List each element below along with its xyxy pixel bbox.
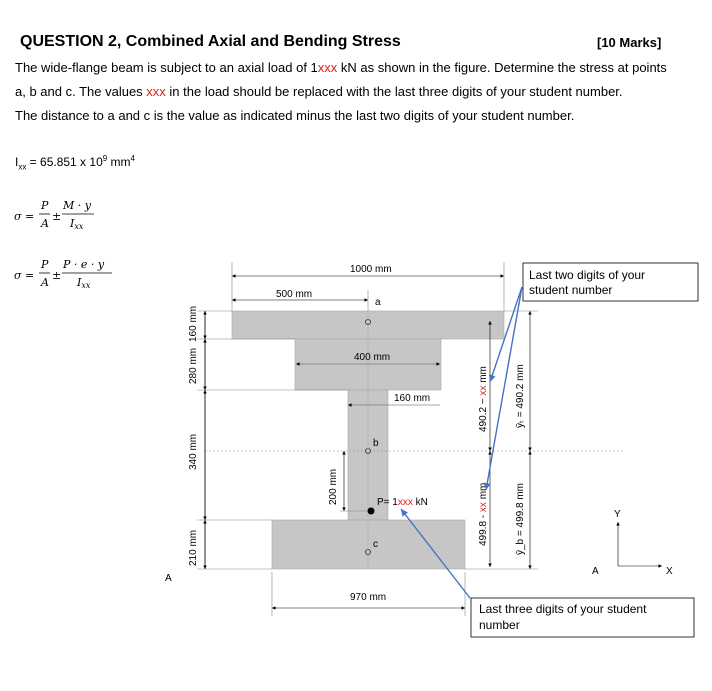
svg-text:σ =: σ = (14, 269, 35, 282)
coordinate-axes (618, 522, 662, 566)
callout-bottom-text-2: number (479, 618, 520, 632)
svg-text:±: ± (52, 269, 62, 282)
section-label-A-left: A (165, 573, 172, 584)
moment-of-inertia: $I_{xx} = 65.851$ x $10^9$ $mm^4$ (15, 154, 135, 172)
instruction-line-1: The wide-flange beam is subject to an axial load of 1xxx kN as shown in the figure. Determine the stress at points (15, 60, 667, 75)
point-c-label: c (373, 539, 378, 550)
dim-y-top: ȳₜ = 490.2 mm (515, 364, 526, 428)
point-b-label: b (373, 438, 379, 449)
dim-top-distance: 490.2 − xx mm (478, 366, 489, 432)
load-point-marker (368, 508, 375, 515)
dim-340: 340 mm (188, 433, 199, 470)
section-label-A-right: A (592, 566, 599, 577)
point-a-label: a (375, 297, 381, 308)
svg-text:A: A (41, 276, 49, 289)
svg-text:σ =: σ = (14, 210, 35, 223)
svg-text:P · e · y: P · e · y (63, 258, 105, 271)
axis-y-label: Y (614, 509, 621, 520)
svg-text:P: P (41, 258, 49, 271)
instruction-line-3: The distance to a and c is the value as indicated minus the last two digits of your student number. (15, 108, 575, 123)
callout-top-text-1: Last two digits of your (529, 268, 646, 282)
marks-label: [10 Marks] (597, 35, 662, 50)
load-label: P= 1xxx kN (377, 497, 428, 508)
dim-970: 970 mm (350, 592, 387, 603)
dim-y-bottom: ȳ_b = 499.8 mm (515, 483, 526, 555)
instruction-line-2: a, b and c. The values xxx in the load should be replaced with the last three digits of your student number. (15, 84, 623, 99)
dim-1000: 1000 mm (350, 264, 392, 275)
question-title: QUESTION 2, Combined Axial and Bending Stress (20, 33, 401, 50)
axis-x-label: X (666, 566, 673, 577)
svg-text:M · y: M · y (63, 199, 91, 212)
callout-top-text-2: student number (529, 283, 613, 297)
dim-160-width: 160 mm (394, 393, 431, 404)
bottom-flange (272, 520, 465, 569)
svg-text:P: P (41, 199, 49, 212)
svg-text:±: ± (52, 210, 62, 223)
dim-160-height: 160 mm (188, 305, 199, 342)
svg-text:Ixx: Ixx (70, 217, 84, 231)
dim-500: 500 mm (276, 289, 313, 300)
svg-text:Ixx: Ixx (77, 276, 91, 290)
dim-210: 210 mm (188, 529, 199, 566)
dim-280: 280 mm (188, 347, 199, 384)
dim-400: 400 mm (354, 352, 391, 363)
svg-text:A: A (41, 217, 49, 230)
dim-bottom-distance: 499.8 - xx mm (478, 482, 489, 546)
callout-bottom-text-1: Last three digits of your student (479, 602, 647, 616)
dim-200: 200 mm (328, 468, 339, 505)
